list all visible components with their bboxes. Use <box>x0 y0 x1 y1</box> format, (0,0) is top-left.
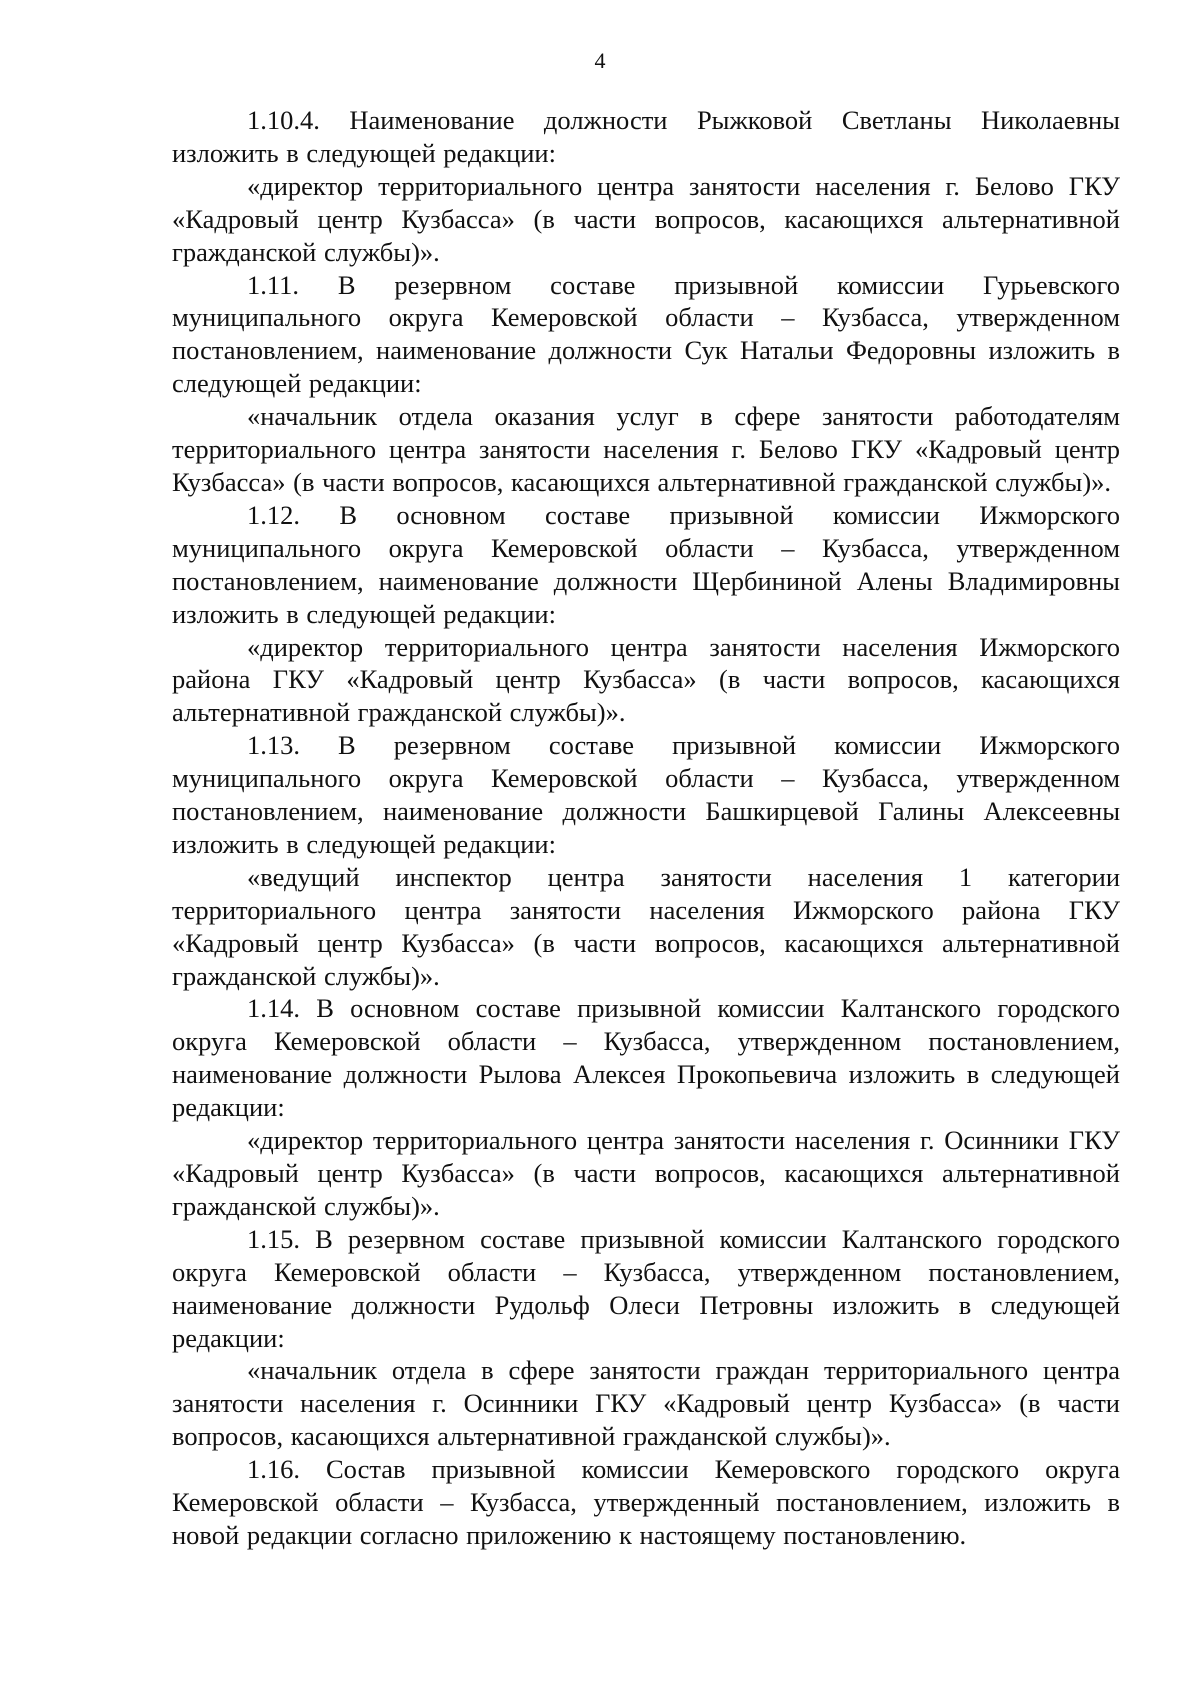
document-body <box>172 104 1120 1552</box>
paragraph-1-10-4: 1.10.4. Наименование должности Рыжковой Светланы Николаевны изложить в следующей редакции: <box>172 105 1120 168</box>
paragraph-1-10-4-quote: «директор территориального центра занятости населения г. Белово ГКУ «Кадровый центр Кузбасса» (в части вопросов, касающихся альтернативной гражданской службы)». <box>172 170 1120 267</box>
paragraph-1-15-quote: «начальник отдела в сфере занятости граждан территориального центра занятости населения г. Осинники ГКУ «Кадровый центр Кузбасса» (в части вопросов, касающихся альтернативной гражданской службы)». <box>172 1355 1120 1452</box>
paragraph-1-16: 1.16. Состав призывной комиссии Кемеровского городского округа Кемеровской области – Кузбасса, утвержденный постановлением, изложить в новой редакции согласно приложению к настоящему постановлению. <box>172 1454 1120 1550</box>
paragraph-1-14-quote: «директор территориального центра занятости населения г. Осинники ГКУ «Кадровый центр Кузбасса» (в части вопросов, касающихся альтернативной гражданской службы)». <box>172 1125 1120 1221</box>
paragraph-1-12: 1.12. В основном составе призывной комиссии Ижморского муниципального округа Кемеровской области – Кузбасса, утвержденном постановлением, наименование должности Щербининой Алены Владимировны изложить в следующей редакции: <box>172 499 1120 629</box>
paragraph-1-13-quote: «ведущий инспектор центра занятости населения 1 категории территориального центра занятости населения Ижморского района ГКУ «Кадровый центр Кузбасса» (в части вопросов, касающихся альтернативной гражданской службы)». <box>172 861 1120 991</box>
paragraph-1-12-quote: «директор территориального центра занятости населения Ижморского района ГКУ «Кадровый центр Кузбасса» (в части вопросов, касающихся альтернативной гражданской службы)». <box>172 631 1120 728</box>
paragraph-1-13: 1.13. В резервном составе призывной комиссии Ижморского муниципального округа Кемеровской области – Кузбасса, утвержденном постановлением, наименование должности Башкирцевой Галины Алексеевны изложить в следующей редакции: <box>172 730 1120 859</box>
paragraph-1-11: 1.11. В резервном составе призывной комиссии Гурьевского муниципального округа Кемеровской области – Кузбасса, утвержденном постановлением, наименование должности Сук Натальи Федоровны изложить в следующей редакции: <box>172 269 1120 399</box>
paragraph-1-15: 1.15. В резервном составе призывной комиссии Калтанского городского округа Кемеровской области – Кузбасса, утвержденном постановлением, наименование должности Рудольф Олеси Петровны изложить в следующей редакции: <box>172 1223 1120 1353</box>
page-number: 4 <box>594 48 606 73</box>
paragraph-1-11-quote: «начальник отдела оказания услуг в сфере занятости работодателям территориального центра занятости населения г. Белово ГКУ «Кадровый центр Кузбасса» (в части вопросов, касающихся альтернативной гражданской службы)». <box>172 401 1120 497</box>
paragraph-1-14: 1.14. В основном составе призывной комиссии Калтанского городского округа Кемеровской области – Кузбасса, утвержденном постановлением, наименование должности Рылова Алексея Прокопьевича изложить в следующей редакции: <box>172 993 1120 1123</box>
